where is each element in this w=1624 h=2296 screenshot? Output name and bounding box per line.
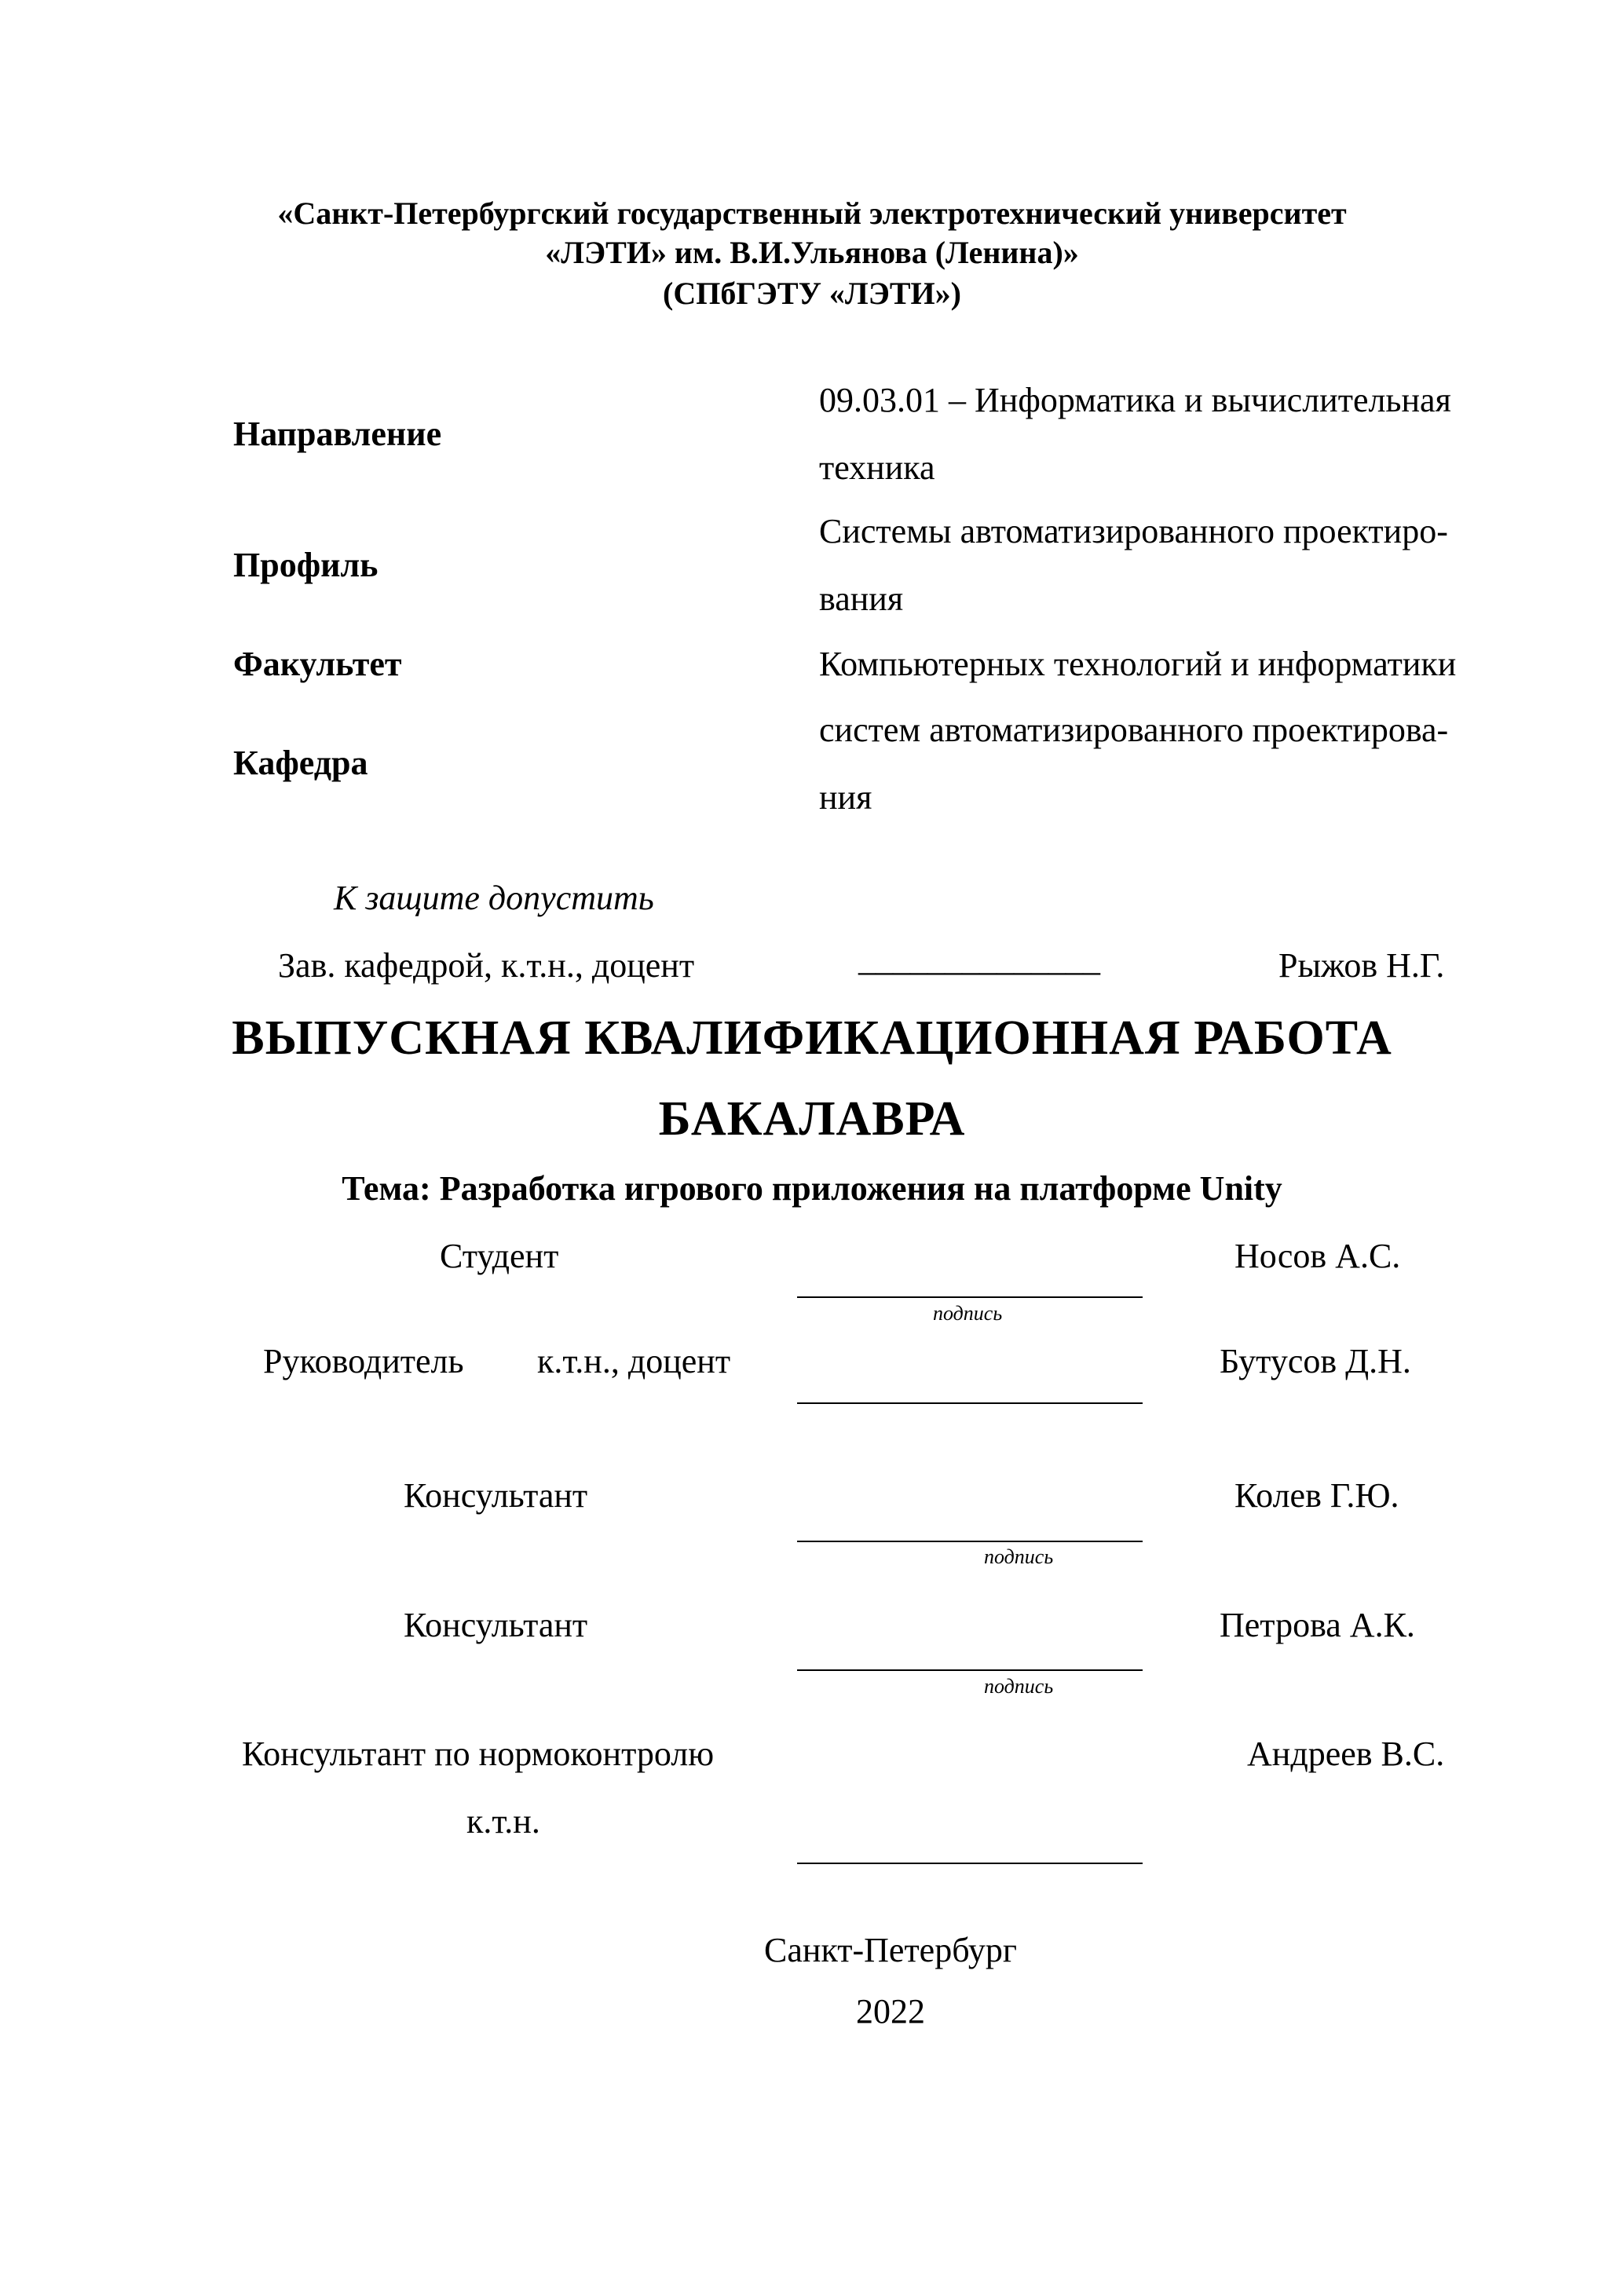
consultant1-signature-line bbox=[797, 1541, 1143, 1542]
norm-control-label: Консультант по нормоконтролю bbox=[242, 1735, 715, 1773]
direction-value-line1: 09.03.01 – Информатика и вычислительная bbox=[819, 381, 1451, 419]
faculty-value: Компьютерных технологий и информатики bbox=[819, 645, 1457, 683]
profile-value-line1: Системы автоматизированного проектиро- bbox=[819, 512, 1448, 550]
profile-value-line2: вания bbox=[819, 579, 904, 618]
work-title-line1: ВЫПУСКНАЯ КВАЛИФИКАЦИОННАЯ РАБОТА bbox=[232, 1011, 1392, 1065]
supervisor-degree: к.т.н., доцент bbox=[537, 1342, 731, 1380]
supervisor-signature-line bbox=[797, 1402, 1143, 1404]
department-value-line1: систем автоматизированного проектирова- bbox=[819, 711, 1449, 749]
admission-note: К защите допустить bbox=[334, 879, 654, 917]
department-label: Кафедра bbox=[233, 744, 368, 782]
student-label: Студент bbox=[440, 1237, 559, 1275]
consultant1-signature-hint: подпись bbox=[984, 1545, 1054, 1568]
work-topic: Тема: Разработка игрового приложения на платформе Unity bbox=[342, 1169, 1282, 1208]
consultant2-signature-line bbox=[797, 1669, 1143, 1671]
consultant2-label: Консультант bbox=[404, 1606, 588, 1644]
faculty-label: Факультет bbox=[233, 645, 402, 683]
year: 2022 bbox=[856, 1992, 925, 2031]
direction-label: Направление bbox=[233, 415, 442, 453]
norm-control-name: Андреев В.С. bbox=[1247, 1735, 1445, 1773]
consultant1-label: Консультант bbox=[404, 1476, 588, 1515]
head-of-department-name: Рыжов Н.Г. bbox=[1278, 946, 1445, 985]
head-signature-line: ______________ bbox=[858, 940, 1100, 978]
direction-value-line2: техника bbox=[819, 448, 935, 487]
student-name: Носов А.С. bbox=[1234, 1237, 1401, 1275]
head-of-department-title: Зав. кафедрой, к.т.н., доцент bbox=[278, 946, 695, 985]
student-signature-line bbox=[797, 1296, 1143, 1298]
supervisor-label: Руководитель bbox=[263, 1342, 464, 1380]
city: Санкт-Петербург bbox=[764, 1931, 1017, 1969]
university-name-line2: «ЛЭТИ» им. В.И.Ульянова (Ленина)» bbox=[545, 235, 1079, 270]
consultant2-signature-hint: подпись bbox=[984, 1675, 1054, 1698]
consultant1-name: Колев Г.Ю. bbox=[1234, 1476, 1399, 1515]
norm-control-degree: к.т.н. bbox=[466, 1802, 540, 1841]
supervisor-name: Бутусов Д.Н. bbox=[1220, 1342, 1411, 1380]
profile-label: Профиль bbox=[233, 546, 379, 584]
work-title-line2: БАКАЛАВРА bbox=[658, 1092, 966, 1146]
student-signature-hint: подпись bbox=[933, 1302, 1003, 1325]
university-name-line1: «Санкт-Петербургский государственный электротехнический университет bbox=[277, 196, 1347, 231]
department-value-line2: ния bbox=[819, 778, 872, 817]
university-abbreviation: (СПбГЭТУ «ЛЭТИ») bbox=[663, 276, 961, 311]
consultant2-name: Петрова А.К. bbox=[1220, 1606, 1415, 1644]
norm-control-signature-line bbox=[797, 1863, 1143, 1864]
